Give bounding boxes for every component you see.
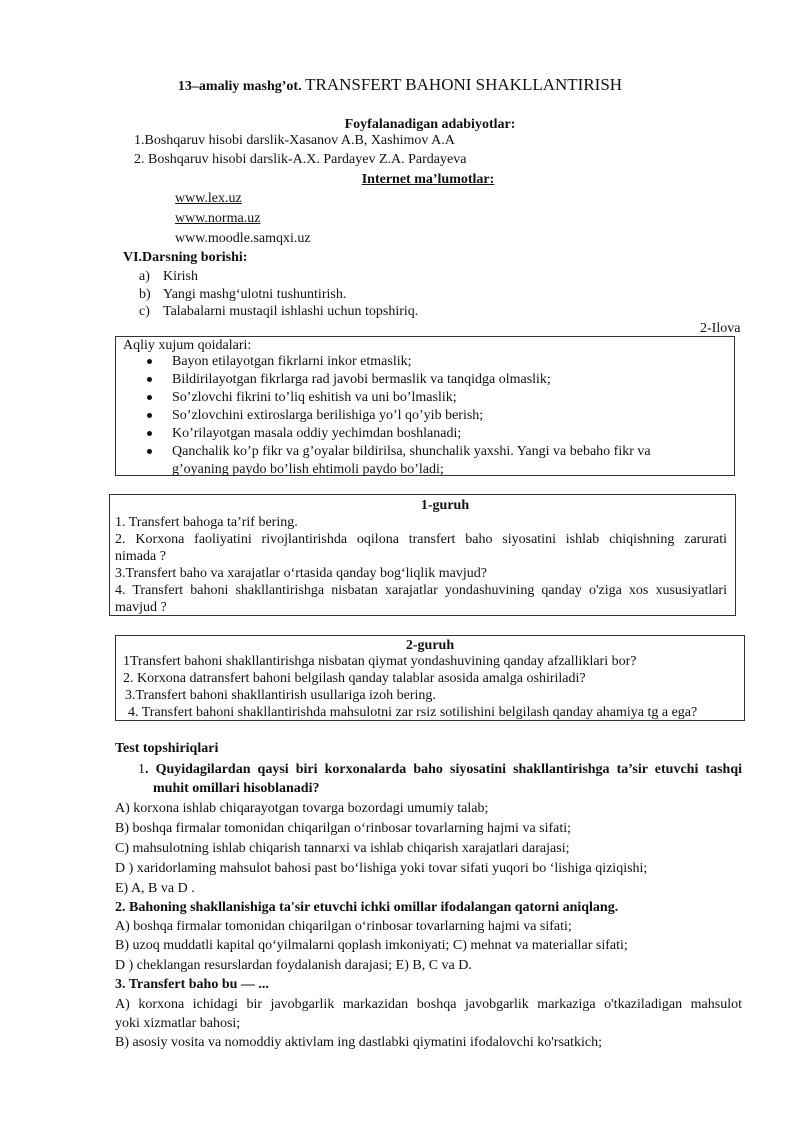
literature-item-1: 1.Boshqaruv hisobi darslik-Xasanov A.B, Xashimov A.A xyxy=(134,133,455,148)
rule-item: Bayon etilayotgan fikrlarni inkor etmaslik; xyxy=(172,353,651,371)
test-q2-option-a: A) boshqa firmalar tomonidan chiqarilgan o‘rinbosar tovarlarning hajmi va sifati; xyxy=(115,919,572,934)
link-norma[interactable]: www.norma.uz xyxy=(175,211,261,226)
literature-item-2: 2. Boshqaruv hisobi darslik-A.X. Pardayev Z.A. Pardayeva xyxy=(134,152,467,167)
literature-heading: Foyfalanadigan adabiyotlar: xyxy=(344,117,516,132)
link-moodle: www.moodle.samqxi.uz xyxy=(175,231,311,246)
test-q2: 2. Bahoning shakllanishiga ta'sir etuvchi ichki omillar ifodalangan qatorni aniqlang. xyxy=(115,900,619,915)
group2-q3: 3.Transfert bahoni shakllantirish usullariga izoh bering. xyxy=(125,688,436,703)
title-main: TRANSFERT BAHONI SHAKLLANTIRISH xyxy=(305,75,623,94)
lesson-step-marker-b: b) xyxy=(139,287,151,302)
group2-q4: 4. Transfert bahoni shakllantirishda mahsulotni zar rsiz sotilishini belgilash qanday ahamiya tg a ega? xyxy=(128,705,698,720)
test-q2-option-de: D ) cheklangan resurslardan foydalanish darajasi; E) B, C va D. xyxy=(115,958,472,973)
internet-heading: Internet ma’lumotlar: xyxy=(361,172,495,187)
test-q1-option-e: E) A, B va D . xyxy=(115,881,195,896)
test-q2-option-bc: B) uzoq muddatli kapital qo‘yilmalarni qoplash imkoniyati; C) mehnat va materiallar sifati; xyxy=(115,938,628,953)
lesson-step-b: Yangi mashg‘ulotni tushuntirish. xyxy=(163,287,347,302)
lesson-step-a: Kirish xyxy=(163,269,198,284)
group1-q2-line2: nimada ? xyxy=(115,549,166,564)
bullet-icon xyxy=(147,431,152,436)
test-q1-line2: muhit omillari hisoblanadi? xyxy=(153,781,320,796)
rules-list xyxy=(172,353,651,479)
group1-q3: 3.Transfert baho va xarajatlar o‘rtasida qanday bog‘liqlik mavjud? xyxy=(115,566,487,581)
test-q3-option-a-line2: yoki xizmatlar bahosi; xyxy=(115,1016,241,1031)
bullet-icon xyxy=(147,359,152,364)
lesson-heading: VI.Darsning borishi: xyxy=(123,250,248,265)
rule-item: Ko’rilayotgan masala oddiy yechimdan boshlanadi; xyxy=(172,425,651,443)
group2-heading: 2-guruh xyxy=(405,638,455,653)
test-q3-option-b: B) asosiy vosita va nomoddiy aktivlam ing dastlabki qiymatini ifodalovchi ko'rsatkich; xyxy=(115,1035,603,1050)
test-q1-option-c: C) mahsulotning ishlab chiqarish tannarxi va ishlab chiqarish xarajatlari darajasi; xyxy=(115,841,570,856)
lesson-step-c: Talabalarni mustaqil ishlashi uchun topshiriq. xyxy=(163,304,419,319)
appendix-label: 2-Ilova xyxy=(700,321,741,336)
test-q1-line1: 1. Quyidagilardan qaysi biri korxonalarda baho siyosatini shakllantirishga ta’sir etuvchi tashqi xyxy=(138,762,742,777)
rules-heading: Aqliy xujum qoidalari: xyxy=(123,338,252,353)
title-prefix: 13–amaliy mashg’ot. xyxy=(177,79,302,94)
rule-item: So’zlovchini extiroslarga berilishiga yo’l qo’yib berish; xyxy=(172,407,651,425)
test-q1-option-a: A) korxona ishlab chiqarayotgan tovarga bozordagi umumiy talab; xyxy=(115,801,489,816)
bullet-icon xyxy=(147,449,152,454)
link-lex[interactable]: www.lex.uz xyxy=(175,191,242,206)
group1-heading: 1-guruh xyxy=(420,498,470,513)
group1-q1: 1. Transfert bahoga ta’rif bering. xyxy=(115,515,298,530)
bullet-icon xyxy=(147,395,152,400)
test-q1-option-d: D ) xaridorlaming mahsulot bahosi past bo‘lishiga yoki tovar sifati yuqori bo ‘lishiga qiziqishi; xyxy=(115,861,648,876)
group1-q2-line1: 2. Korxona faoliyatini rivojlantirishda oqilona transfert baho siyosatini ishlab chiqishning zarurati xyxy=(115,532,727,547)
group2-q1: 1Transfert bahoni shakllantirishga nisbatan qiymat yondashuvining qanday afzalliklari bor? xyxy=(123,654,637,669)
group2-q2: 2. Korxona datransfert bahoni belgilash qanday talablar asosida amalga oshiriladi? xyxy=(123,671,586,686)
tests-heading: Test topshiriqlari xyxy=(115,741,219,756)
lesson-step-marker-c: c) xyxy=(139,304,150,319)
bullet-icon xyxy=(147,377,152,382)
group1-q4-line1: 4. Transfert bahoni shakllantirishga nisbatan xarajatlar yondashuvining qanday o'ziga xos xususiyatlari xyxy=(115,583,727,598)
rule-item: Bildirilayotgan fikrlarga rad javobi bermaslik va tanqidga olmaslik; xyxy=(172,371,651,389)
test-q3: 3. Transfert baho bu — ... xyxy=(115,977,269,992)
test-q1-option-b: B) boshqa firmalar tomonidan chiqarilgan o‘rinbosar tovarlarning hajmi va sifati; xyxy=(115,821,572,836)
rule-item: So’zlovchi fikrini to’liq eshitish va uni bo’lmaslik; xyxy=(172,389,651,407)
page-title xyxy=(0,76,800,96)
rule-item: Qanchalik ko’p fikr va g’oyalar bildirilsa, shunchalik yaxshi. Yangi va bebaho fikr va xyxy=(172,443,651,461)
group1-q4-line2: mavjud ? xyxy=(115,600,167,615)
test-q3-option-a-line1: A) korxona ichidagi bir javobgarlik markazidan boshqa javobgarlik markaziga o'tkaziladigan mahsulot xyxy=(115,997,742,1012)
bullet-icon xyxy=(147,413,152,418)
lesson-step-marker-a: a) xyxy=(139,269,150,284)
rule-item-continuation: g’oyaning paydo bo’lish ehtimoli paydo bo’ladi; xyxy=(172,462,444,477)
